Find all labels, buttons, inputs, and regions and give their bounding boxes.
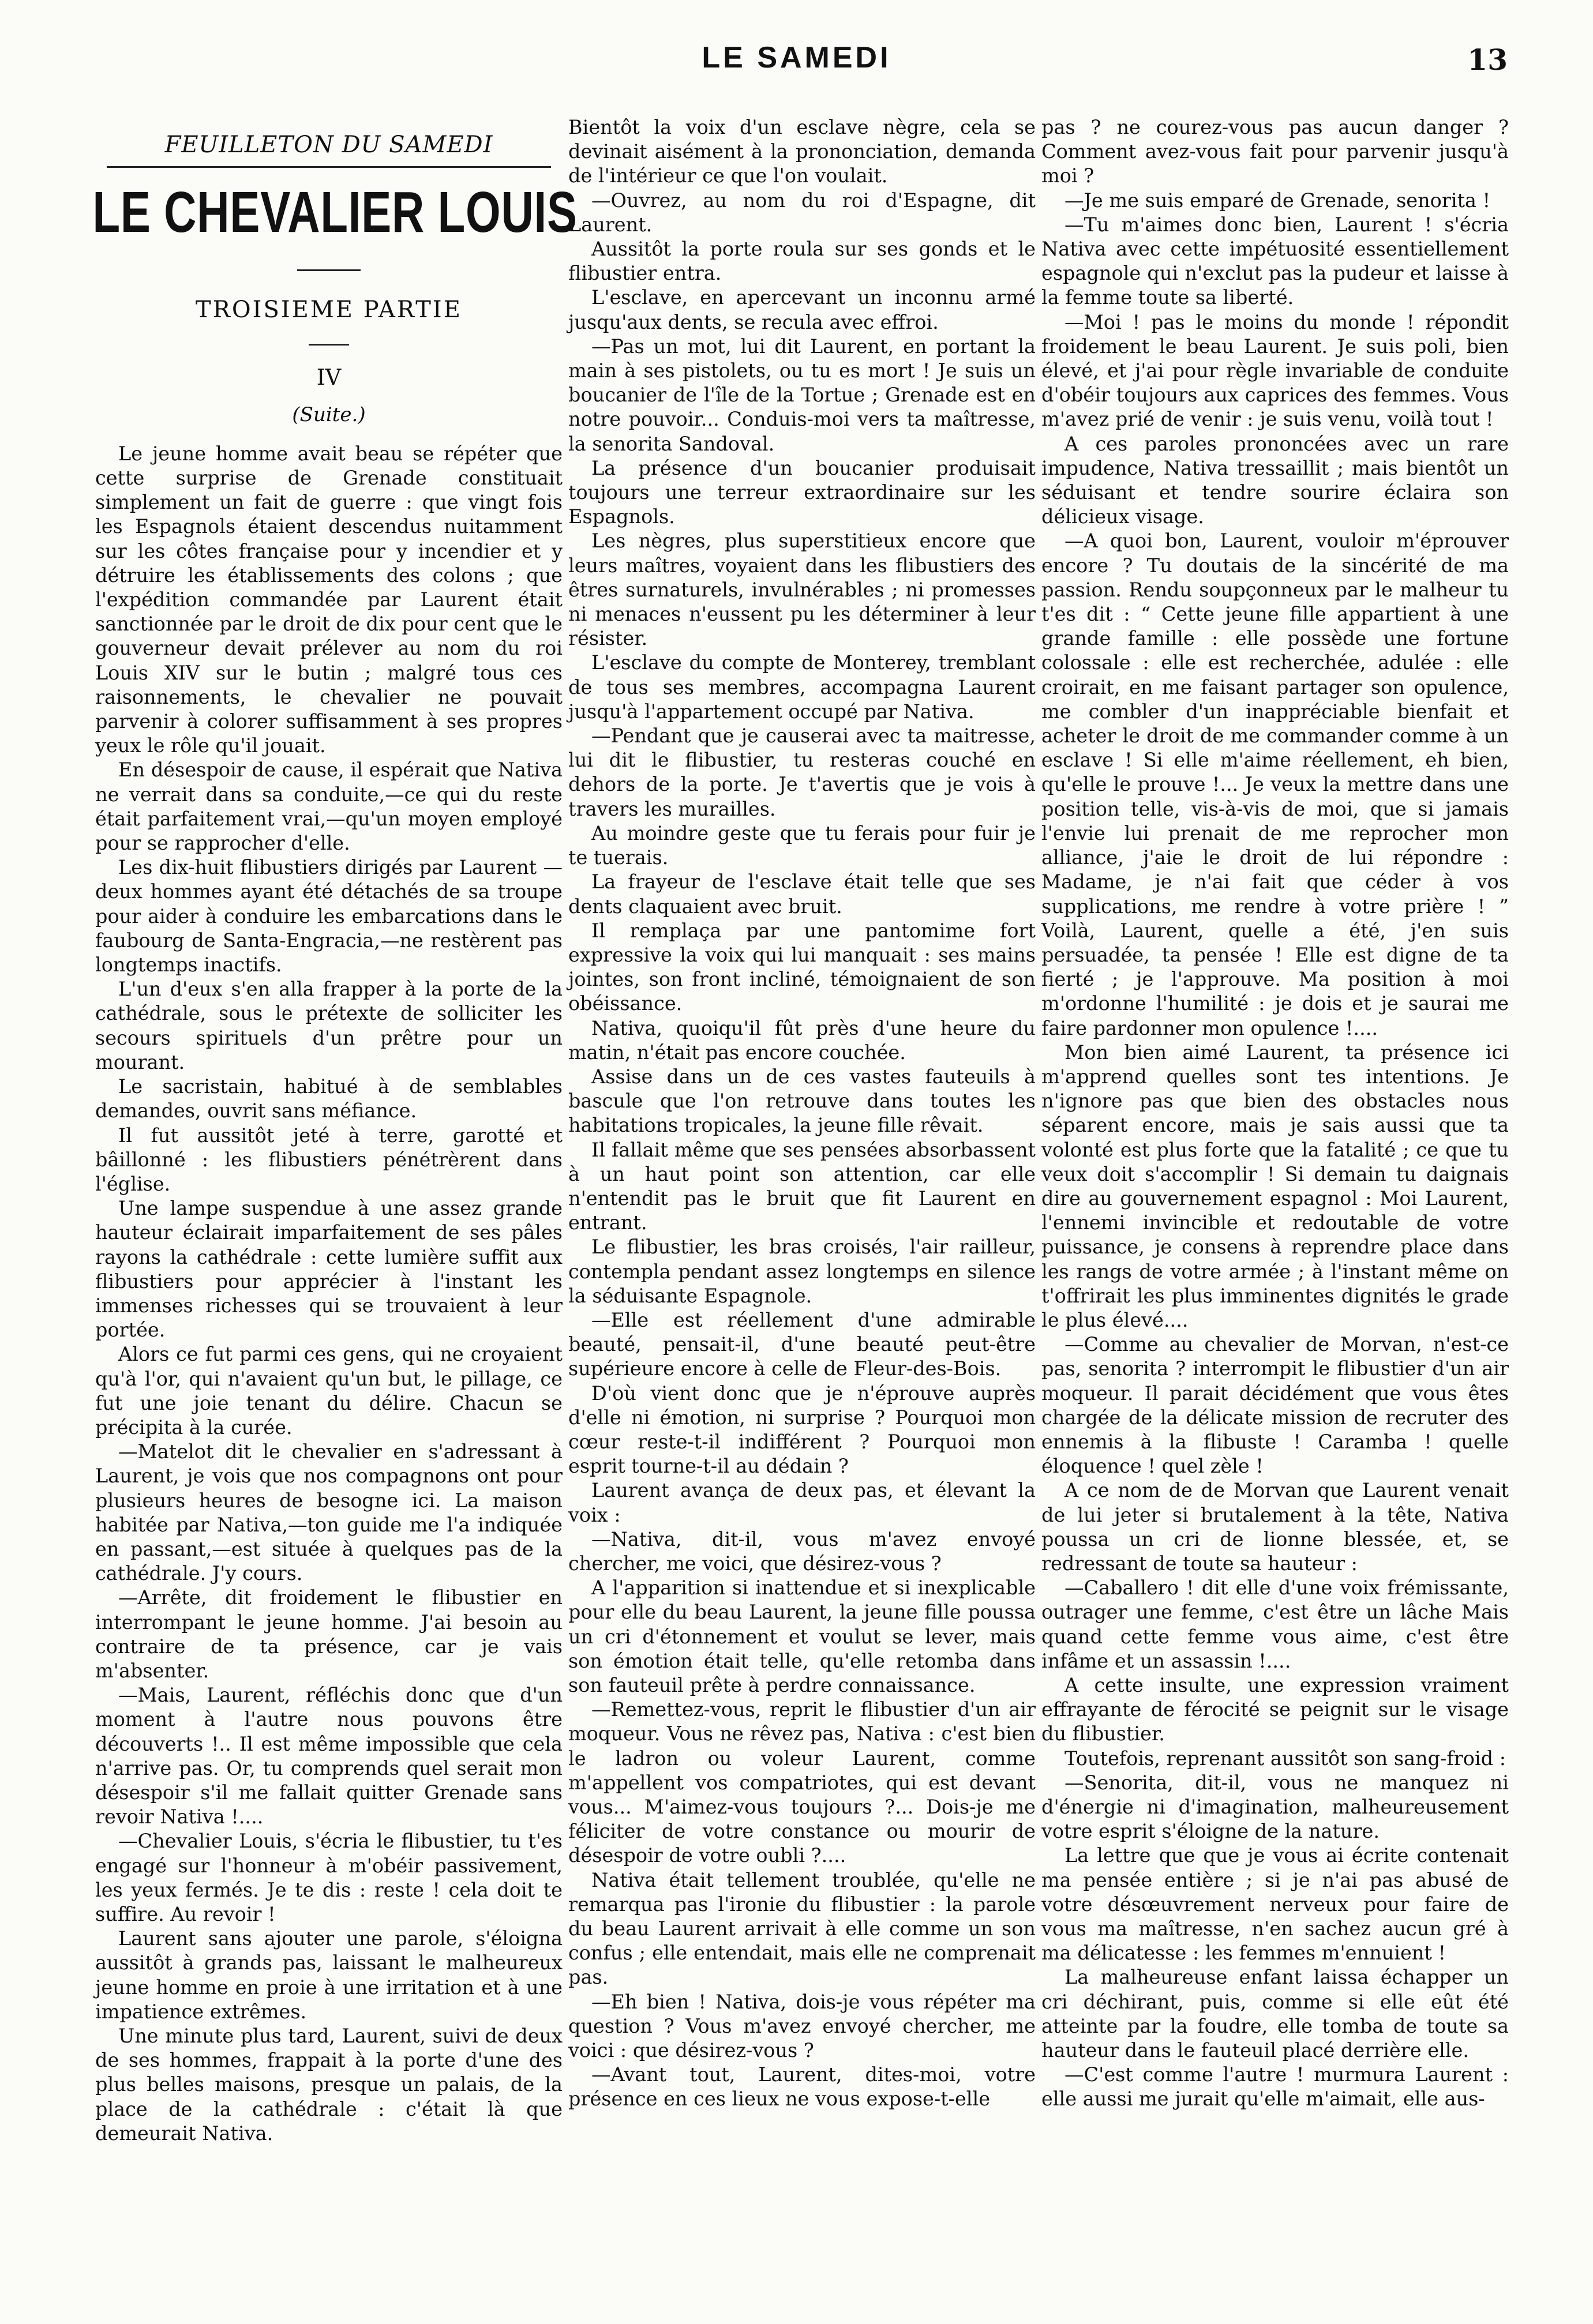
paragraph: Nativa, quoiqu'il fût près d'une heure du matin, n'était pas encore couchée. [568, 1016, 1036, 1064]
feuilleton-label: FEUILLETON DU SAMEDI [164, 132, 493, 158]
paragraph: —Je me suis emparé de Grenade, senorita ! [1065, 189, 1491, 212]
paragraph: Le jeune homme avait beau se répéter que cette surprise de Grenade constituait simplement un fait de guerre : que vingt fois les Espagnols étaient descendus nuitamment sur les côtes française pour y incendier et y détruire les établissements des colons ; que l'expédition commandée par Laurent était sanctionnée par le droit de dix pour cent que le gouverneur devait prélever au nom du roi Louis XIV sur le butin ; malgré tous ces raisonnements, le chevalier ne pouvait parvenir à colorer suffisamment à ses propres yeux le rôle qu'il jouait. [95, 442, 563, 757]
column-1-text [95, 442, 563, 2146]
paragraph: —A quoi bon, Laurent, vouloir m'éprouver encore ? Tu doutais de la sincérité de ma passion. Rendu soupçonneux par le malheur tu t'es dit : “ Cette jeune fille appartient à une grande famille : elle possède une fortune colossale : elle est recherchée, adulée : elle croirait, en me faisant partager son opulence, me combler d'un inappréciable bienfait et acheter le droit de me commander comme à un esclave ! Si elle m'aime réellement, eh bien, qu'elle le prouve !... Je veux la mettre dans une position telle, vis-à-vis de moi, que si jamais l'envie lui prenait de me reprocher mon alliance, j'aie le droit de lui répondre : Madame, je n'ai fait que céder à vos supplications, me rendre à votre prière ! ” Voilà, Laurent, quelle a été, j'en suis persuadée, ta pensée ! Elle est digne de ta fierté ; je l'approuve. Ma position à moi m'ordonne l'humilité : je dois et je saurai me faire pardonner mon opulence !.... [1041, 530, 1509, 1039]
paragraph: —Matelot dit le chevalier en s'adressant à Laurent, je vois que nos compagnons ont pour plusieurs heures de besogne ici. La maison habitée par Nativa,—ton guide me l'a indiquée en passant,—est située à quelques pas de la cathédrale. J'y cours. [95, 1440, 563, 1585]
paragraph: D'où vient donc que je n'éprouve auprès d'elle ni émotion, ni surprise ? Pourquoi mon cœur reste-t-il indifférent ? Pourquoi mon esprit tourne-t-il au dédain ? [568, 1381, 1036, 1478]
paragraph: Nativa était tellement troublée, qu'elle ne remarqua pas l'ironie du flibustier : la parole du beau Laurent arrivait à elle comme un son confus ; elle entendait, mais elle ne comprenait pas. [568, 1868, 1036, 1989]
paragraph: —Elle est réellement d'une admirable beauté, pensait-il, d'une beauté peut-être supérieure encore à celle de Fleur-des-Bois. [568, 1308, 1036, 1380]
paragraph: Bientôt la voix d'un esclave nègre, cela se devinait aisément à la prononciation, demanda de l'intérieur ce que l'on voulait. [568, 116, 1036, 187]
paragraph: A cette insulte, une expression vraiment effrayante de férocité se peignit sur le visage du flibustier. [1041, 1674, 1509, 1745]
paragraph: La frayeur de l'esclave était telle que ses dents claquaient avec bruit. [568, 870, 1036, 918]
part-rule [309, 344, 349, 346]
paragraph: pas ? ne courez-vous pas aucun danger ? Comment avez-vous fait pour parvenir jusqu'à moi ? [1041, 116, 1509, 187]
paragraph: —Comme au chevalier de Morvan, n'est-ce pas, senorita ? interrompit le flibustier d'un air moqueur. Il parait décidément que vous êtes chargée de la délicate mission de recruter des ennemis à la flibuste ! Caramba ! quelle éloquence ! quel zèle ! [1041, 1333, 1509, 1478]
column-3-text [1041, 115, 1509, 2112]
paragraph: —Moi ! pas le moins du monde ! répondit froidement le beau Laurent. Je suis poli, bien élevé, et j'ai pour règle invariable de conduite d'obéir toujours aux caprices des femmes. Vous m'avez prié de venir : je suis venu, voilà tout ! [1041, 310, 1509, 431]
paragraph: —Nativa, dit-il, vous m'avez envoyé chercher, me voici, que désirez-vous ? [568, 1527, 1036, 1575]
paragraph: L'esclave, en apercevant un inconnu armé jusqu'aux dents, se recula avec effroi. [568, 286, 1036, 333]
paragraph: —Senorita, dit-il, vous ne manquez ni d'énergie ni d'imagination, malheureusement votre esprit s'éloigne de la nature. [1041, 1771, 1509, 1843]
paragraph: —Caballero ! dit elle d'une voix frémissante, outrager une femme, c'est être un lâche Mais quand cette femme vous aime, c'est être infâme et un assassin !.... [1041, 1576, 1509, 1672]
page-number: 13 [1467, 43, 1508, 77]
paragraph: Il remplaça par une pantomime fort expressive la voix qui lui manquait : ses mains jointes, son front incliné, témoignaient de son obéissance. [568, 919, 1036, 1015]
paragraph: Une minute plus tard, Laurent, suivi de deux de ses hommes, frappait à la porte d'une des plus belles maisons, presque un palais, de la place de la cathédrale : c'était là que demeurait Nativa. [95, 2025, 563, 2145]
part-heading: TROISIEME PARTIE [196, 296, 462, 324]
paragraph: Le sacristain, habitué à de semblables demandes, ouvrit sans méfiance. [95, 1075, 563, 1122]
paragraph: —Remettez-vous, reprit le flibustier d'un air moqueur. Vous ne rêvez pas, Nativa : c'est bien le ladron ou voleur Laurent, comme m'appellent vos compatriotes, qui est devant vous... M'aimez-vous toujours ?... Dois-je me féliciter de votre constance ou mourir de désespoir de votre oubli ?.... [568, 1698, 1036, 1867]
paragraph: Aussitôt la porte roula sur ses gonds et le flibustier entra. [568, 238, 1036, 285]
paragraph: Alors ce fut parmi ces gens, qui ne croyaient qu'à l'or, qui n'avaient qu'un but, le pillage, ce fut une joie tenant du délire. Chacun se précipita à la curée. [95, 1343, 563, 1439]
journal-title: LE SAMEDI [702, 41, 891, 74]
column-1 [92, 115, 578, 2146]
paragraph: —Eh bien ! Nativa, dois-je vous répéter ma question ? Vous m'avez envoyé chercher, me voici : que désirez-vous ? [568, 1990, 1036, 2062]
paragraph: L'un d'eux s'en alla frapper à la porte de la cathédrale, sous le prétexte de solliciter les secours spirituels d'un prêtre pour un mourant. [95, 978, 563, 1073]
paragraph: Assise dans un de ces vastes fauteuils à bascule que l'on retrouve dans toutes les habitations tropicales, la jeune fille rêvait. [568, 1065, 1036, 1137]
paragraph: Laurent avança de deux pas, et élevant la voix : [568, 1479, 1036, 1526]
paragraph: Les dix-huit flibustiers dirigés par Laurent —deux hommes ayant été détachés de sa troupe pour aider à conduire les embarcations dans le faubourg de Santa-Engracia,—ne restèrent pas longtemps inactifs. [95, 856, 563, 977]
suite-label: (Suite.) [292, 403, 366, 426]
paragraph: La malheureuse enfant laissa échapper un cri déchirant, puis, comme si elle eût été atteinte par la foudre, elle tomba de toute sa hauteur dans le fauteuil placé derrière elle. [1041, 1966, 1509, 2062]
paragraph: Une lampe suspendue à une assez grande hauteur éclairait imparfaitement de ses pâles rayons la cathédrale : cette lumière suffit aux flibustiers pour apprécier à l'instant les immenses richesses qui se trouvaient à leur portée. [95, 1197, 563, 1342]
chapter-number: IV [316, 365, 342, 391]
title-top-rule [107, 166, 551, 168]
column-2-text [568, 115, 1036, 2112]
paragraph: A ce nom de de Morvan que Laurent venait de lui jeter si brutalement à la tête, Nativa poussa un cri de lionne blessée, et, se redressant de toute sa hauteur : [1041, 1479, 1509, 1575]
paragraph: Les nègres, plus superstitieux encore que leurs maîtres, voyaient dans les flibustiers des êtres surnaturels, invulnérables ; ni promesses ni menaces n'eussent pu les déterminer à leur résister. [568, 530, 1036, 650]
paragraph: Il fallait même que ses pensées absorbassent à un haut point son attention, car elle n'entendit pas le bruit que fit Laurent en entrant. [568, 1138, 1036, 1234]
paragraph: A l'apparition si inattendue et si inexplicable pour elle du beau Laurent, la jeune fille poussa un cri d'étonnement et voulut se lever, mais son émotion était telle, qu'elle retomba dans son fauteuil prête à perdre connaissance. [568, 1576, 1036, 1696]
paragraph: Il fut aussitôt jeté à terre, garotté et bâillonné : les flibustiers pénétrèrent dans l'église. [95, 1124, 563, 1195]
paragraph: Laurent sans ajouter une parole, s'éloigna aussitôt à grands pas, laissant le malheureux jeune homme en proie à une irritation et à une impatience extrêmes. [95, 1927, 563, 2023]
paragraph: Au moindre geste que tu ferais pour fuir je te tuerais. [568, 821, 1036, 869]
novel-title: LE CHEVALIER LOUIS [92, 180, 578, 245]
paragraph: Le flibustier, les bras croisés, l'air railleur, contempla pendant assez longtemps en silence la séduisante Espagnole. [568, 1236, 1036, 1307]
paragraph: Toutefois, reprenant aussitôt son sang-froid : [1065, 1747, 1506, 1770]
paragraph: Mon bien aimé Laurent, ta présence ici m'apprend quelles sont tes intentions. Je n'ignore pas que bien des obstacles nous séparent encore, mais je sais aussi que ta volonté est plus forte que la fatalité ; ce que tu veux doit s'accomplir ! Si demain tu daignais dire au gouvernement espagnol : Moi Laurent, l'ennemi invincible et redoutable de votre puissance, je consens à reprendre place dans les rangs de votre armée ; à l'instant même on t'offrirait les plus imminentes dignités le grade le plus élevé.... [1041, 1041, 1509, 1331]
column-2 [568, 115, 1036, 2112]
paragraph: En désespoir de cause, il espérait que Nativa ne verrait dans sa conduite,—ce qui du reste était parfaitement vrai,—qu'un moyen employé pour se rapprocher d'elle. [95, 759, 563, 855]
paragraph: —Mais, Laurent, réfléchis donc que d'un moment à l'autre nous pouvons être découverts !.. Il est même impossible que cela n'arrive pas. Or, tu comprends quel serait mon désespoir s'il me fallait quitter Grenade sans revoir Nativa !.... [95, 1684, 563, 1829]
paragraph: —Tu m'aimes donc bien, Laurent ! s'écria Nativa avec cette impétuosité essentiellement espagnole qui n'exclut pas la pudeur et laisse à la femme toute sa liberté. [1041, 213, 1509, 309]
paragraph: —Arrête, dit froidement le flibustier en interrompant le jeune homme. J'ai besoin au contraire de ta présence, car je vais m'absenter. [95, 1586, 563, 1682]
paragraph: L'esclave du compte de Monterey, tremblant de tous ses membres, accompagna Laurent jusqu'à l'appartement occupé par Nativa. [568, 651, 1036, 723]
paragraph: —Pendant que je causerai avec ta maitresse, lui dit le flibustier, tu resteras couché en dehors de la porte. Je t'avertis que je vois à travers les murailles. [568, 724, 1036, 820]
page-header [0, 40, 1593, 115]
paragraph: —Pas un mot, lui dit Laurent, en portant la main à ses pistolets, ou tu es mort ! Je suis un boucanier de l'île de la Tortue ; Grenade est en notre pouvoir... Conduis-moi vers ta maîtresse, la senorita Sandoval. [568, 335, 1036, 455]
title-bottom-rule [297, 269, 361, 271]
paragraph: —C'est comme l'autre ! murmura Laurent : elle aussi me jurait qu'elle m'aimait, elle aus- [1041, 2063, 1509, 2111]
paragraph: —Chevalier Louis, s'écria le flibustier, tu t'es engagé sur l'honneur à m'obéir passivement, les yeux fermés. Je te dis : reste ! cela doit te suffire. Au revoir ! [95, 1830, 563, 1925]
paragraph: —Ouvrez, au nom du roi d'Espagne, dit Laurent. [568, 189, 1036, 236]
paragraph: La présence d'un boucanier produisait toujours une terreur extraordinaire sur les Espagnols. [568, 456, 1036, 528]
paragraph: A ces paroles prononcées avec un rare impudence, Nativa tressaillit ; mais bientôt un séduisant et tendre sourire éclaira son délicieux visage. [1041, 432, 1509, 528]
paragraph: La lettre que que je vous ai écrite contenait ma pensée entière ; si je n'ai pas abusé de votre désœuvrement nerveux pour faire de vous ma maîtresse, n'en sachez aucun gré à ma délicatesse : les femmes m'ennuient ! [1041, 1844, 1509, 1965]
paragraph: —Avant tout, Laurent, dites-moi, votre présence en ces lieux ne vous expose-t-elle [568, 2063, 1036, 2111]
column-3 [1041, 115, 1509, 2112]
